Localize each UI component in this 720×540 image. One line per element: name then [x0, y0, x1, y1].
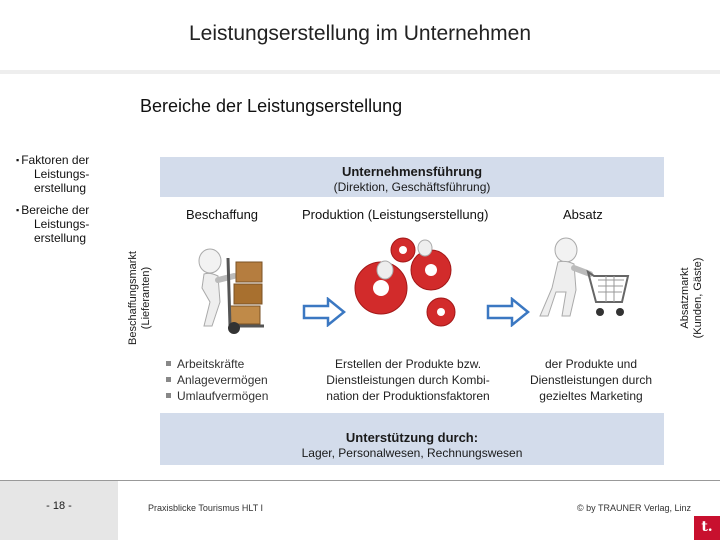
- figure-shopping-cart-icon: [536, 232, 636, 332]
- sales-market-line2: (Kunden, Gäste): [692, 257, 704, 339]
- column-heading-produktion: Produktion (Leistungserstellung): [302, 207, 489, 222]
- arrow-right-icon: [486, 297, 530, 327]
- sales-market-line1: Absatzmarkt: [679, 267, 691, 329]
- figure-hand-truck-boxes-icon: [190, 228, 282, 336]
- sidebar-item-label: Leistungs-: [34, 217, 90, 231]
- bullet-icon: ▪: [16, 205, 20, 215]
- procurement-market-line2: (Lieferanten): [140, 266, 152, 330]
- support-title: Unterstützung durch:: [345, 430, 479, 445]
- sidebar-item-label: Leistungs-: [34, 167, 90, 181]
- absatz-description: der Produkte und Dienstleistungen durch gezieltes Marketing: [529, 357, 653, 403]
- sidebar-item-bereiche[interactable]: [16, 203, 89, 245]
- list-item: Anlagevermögen: [166, 372, 268, 388]
- trauner-logo: t.: [694, 516, 720, 540]
- support-subtitle: Lager, Personalwesen, Rechnungswesen: [301, 446, 523, 460]
- produktion-description: Erstellen der Produkte bzw. Dienstleistungen durch Kombi- nation der Produktionsfaktoren: [326, 357, 490, 403]
- column-heading-beschaffung: Beschaffung: [186, 207, 259, 222]
- footer-copyright: © by TRAUNER Verlag, Linz: [577, 503, 692, 513]
- page-number: - 18 -: [46, 500, 72, 512]
- management-title: Unternehmensführung: [341, 164, 483, 179]
- slide-title: Leistungserstellung im Unternehmen: [188, 22, 532, 45]
- list-item: Umlaufvermögen: [166, 388, 268, 404]
- arrow-right-icon: [302, 297, 346, 327]
- procurement-market-line1: Beschaffungsmarkt: [127, 251, 139, 345]
- sidebar-item-label: erstellung: [34, 231, 87, 245]
- sidebar-item-label: Faktoren der: [21, 153, 90, 167]
- title-divider: [0, 70, 720, 74]
- section-title: Bereiche der Leistungserstellung: [140, 96, 403, 116]
- sidebar-item-label: Bereiche der: [21, 203, 90, 217]
- column-heading-absatz: Absatz: [563, 207, 603, 222]
- bullet-icon: ▪: [16, 155, 20, 165]
- sales-market-label: [664, 157, 720, 438]
- list-item: Arbeitskräfte: [166, 356, 268, 372]
- management-subtitle: (Direktion, Geschäftsführung): [333, 180, 491, 194]
- footer-left-text: Praxisblicke Tourismus HLT I: [148, 503, 264, 513]
- red-gears-icon: [345, 226, 475, 336]
- sidebar-item-faktoren[interactable]: [16, 153, 89, 195]
- procurement-market-label: [120, 157, 160, 438]
- beschaffung-list: [166, 356, 268, 404]
- sidebar-item-label: erstellung: [34, 181, 87, 195]
